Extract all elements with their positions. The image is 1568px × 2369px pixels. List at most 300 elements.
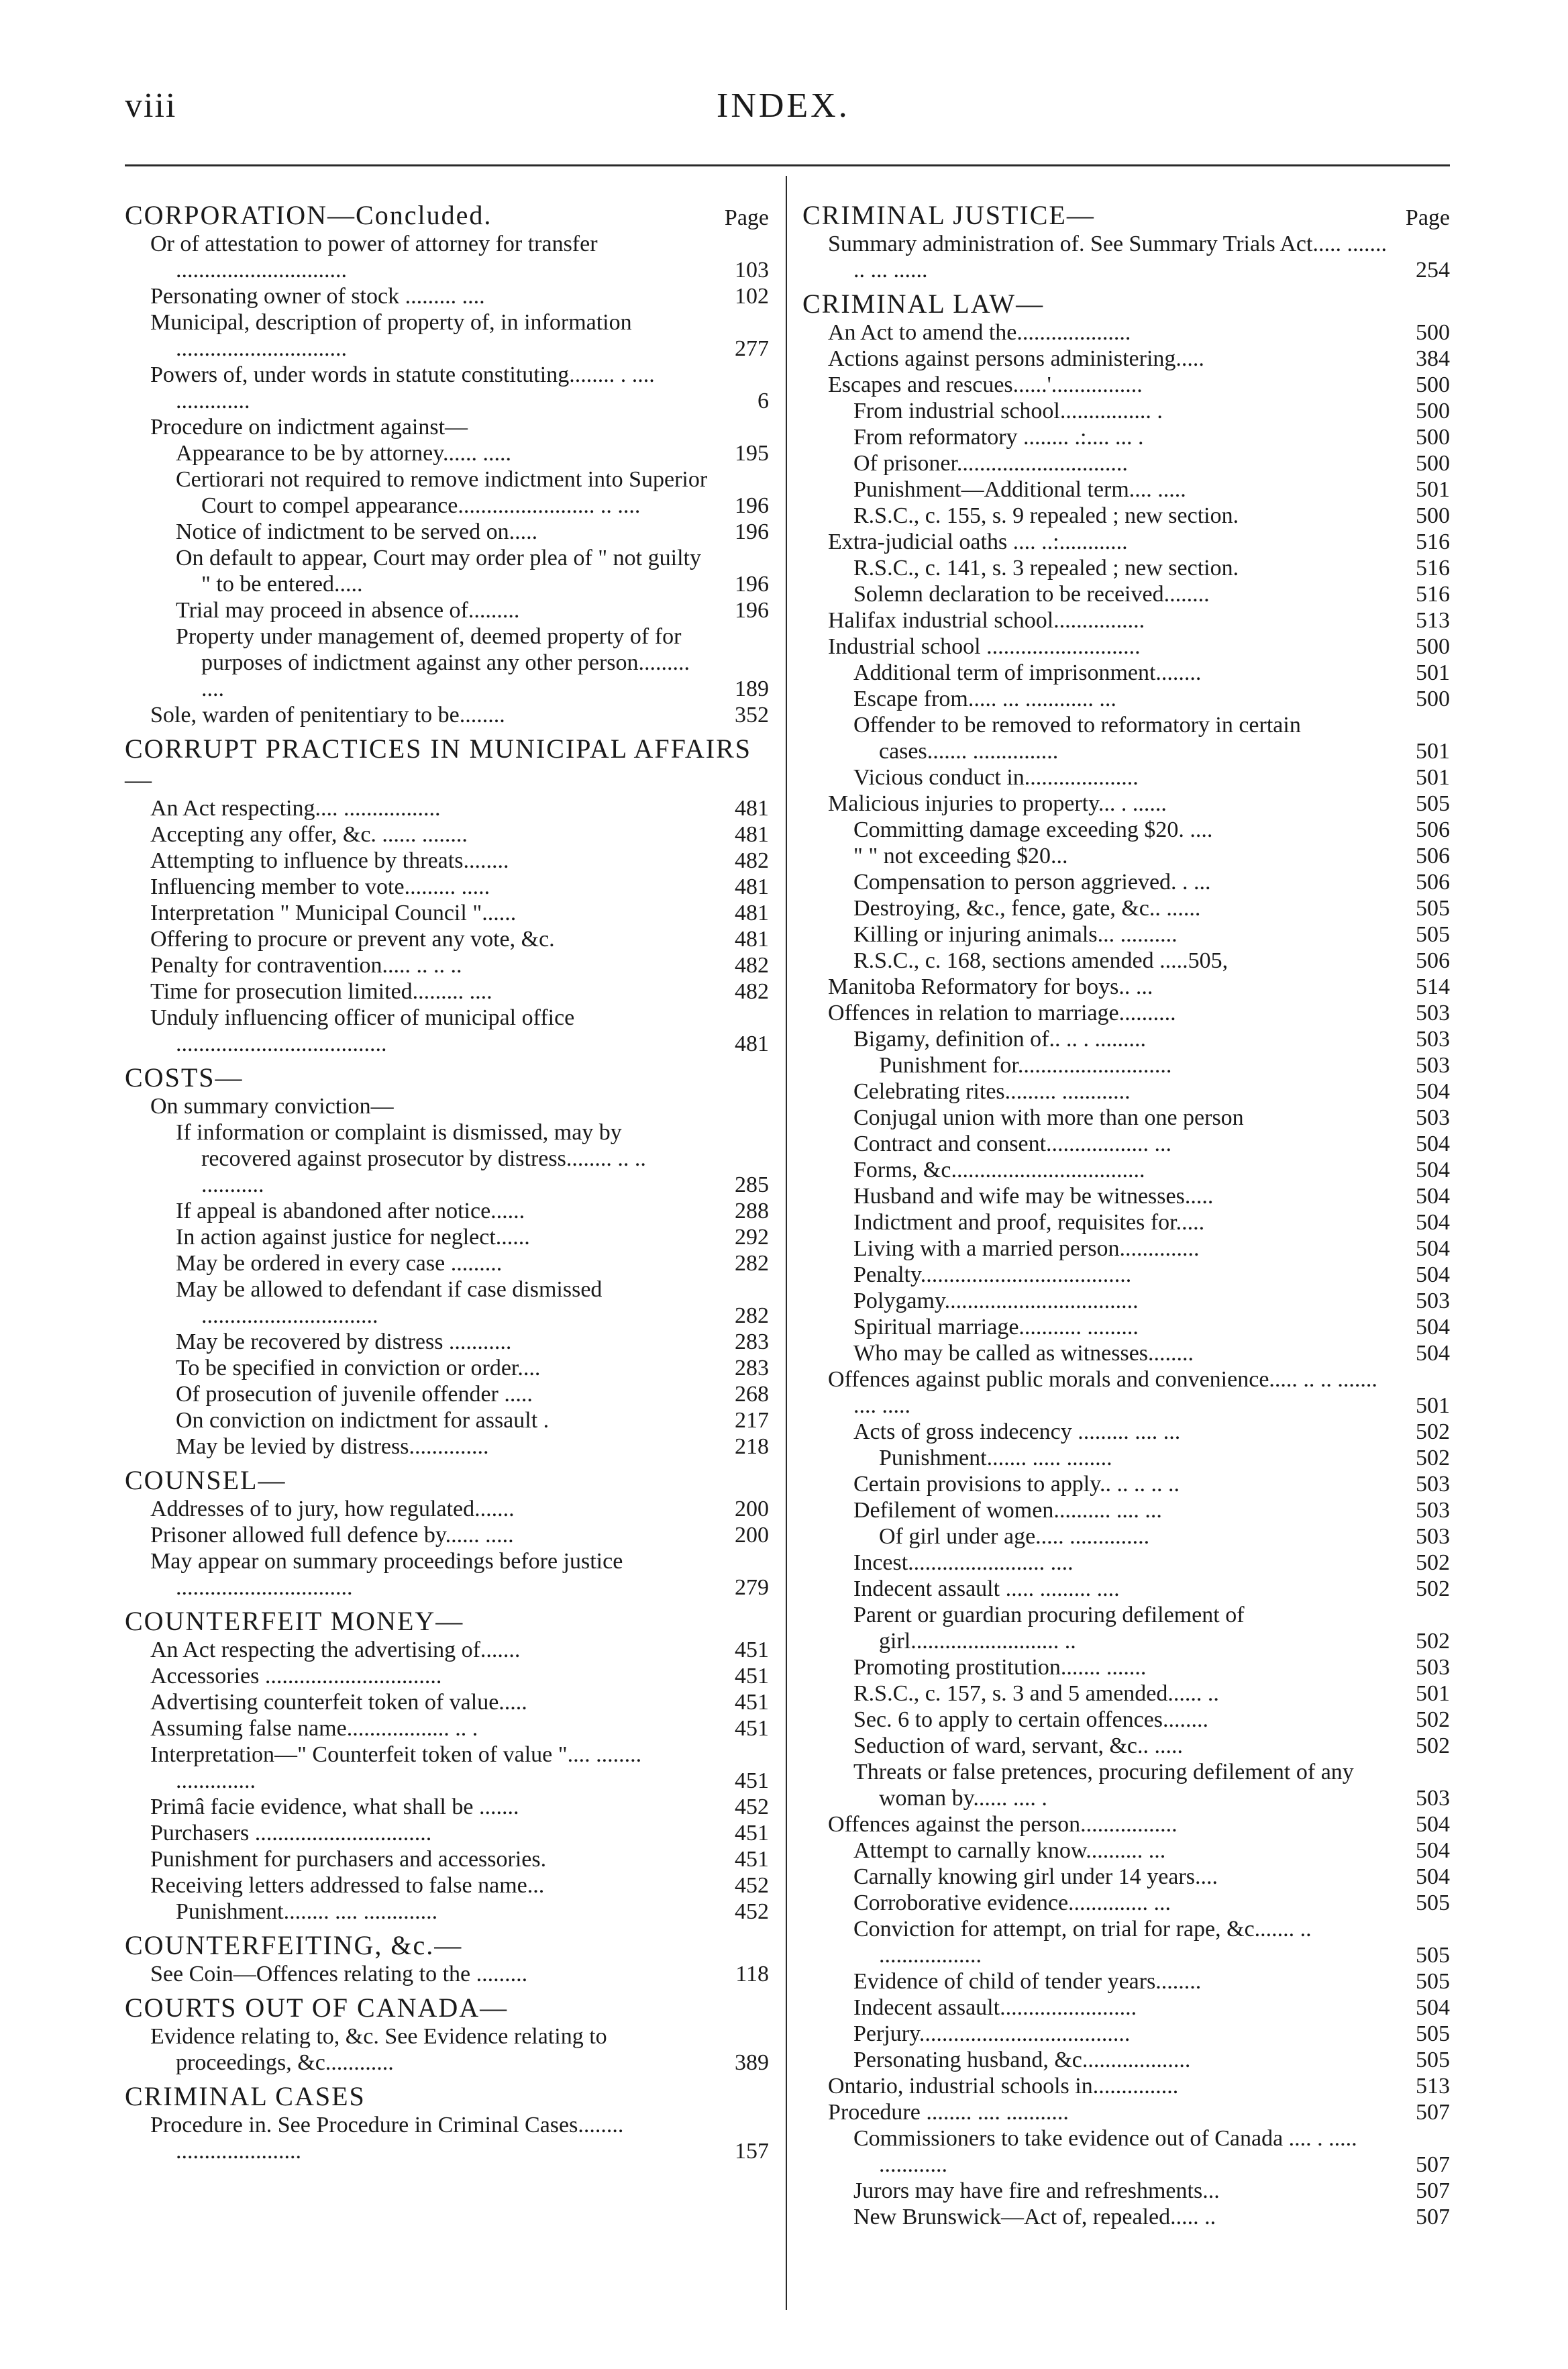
index-entry <box>802 1654 1450 1680</box>
entry-text: Seduction of ward, servant, &c.. ..... <box>853 1733 1183 1758</box>
index-entry <box>802 1366 1450 1419</box>
entry-text: Escape from..... ... ............ ... <box>853 687 1116 711</box>
index-entry <box>802 231 1450 283</box>
index-entry <box>802 1026 1450 1052</box>
index-entry <box>125 1846 769 1872</box>
entry-text: Notice of indictment to be served on..... <box>176 519 538 544</box>
entry-page-number: 516 <box>1416 530 1450 554</box>
entry-page-number: 502 <box>1416 1550 1450 1575</box>
index-entry <box>802 921 1450 948</box>
entry-text: To be specified in conviction or order.... <box>176 1356 541 1380</box>
index-entry <box>125 926 769 952</box>
entry-text: Or of attestation to power of attorney for transfer .............................. <box>150 232 598 283</box>
right-column <box>802 195 1450 2230</box>
entry-text: Offering to procure or prevent any vote, &c. <box>150 927 555 952</box>
index-heading <box>802 289 1450 319</box>
entry-text: Personating husband, &c................... <box>853 2048 1191 2072</box>
index-entry <box>125 1899 769 1925</box>
entry-page-number: 218 <box>735 1434 769 1459</box>
page-number: viii <box>125 87 177 125</box>
entry-page-number: 482 <box>735 953 769 978</box>
index-heading <box>125 2081 769 2112</box>
entry-text: Who may be called as witnesses........ <box>853 1341 1194 1366</box>
index-entry <box>125 1961 769 1987</box>
entry-text: Interpretation—" Counterfeit token of value ".... ........ .............. <box>150 1742 642 1793</box>
entry-text: Property under management of, deemed property of for purposes of indictment against any other person......... .... <box>176 624 690 701</box>
entry-page-number: 451 <box>735 1847 769 1872</box>
page-column-label: Page <box>1405 205 1450 230</box>
entry-text: May appear on summary proceedings before justice ............................... <box>150 1549 623 1600</box>
entry-text: Purchasers ............................... <box>150 1821 432 1846</box>
entry-page-number: 200 <box>735 1523 769 1548</box>
index-entry <box>125 795 769 821</box>
entry-page-number: 196 <box>735 519 769 544</box>
entry-page-number: 505 <box>1416 922 1450 947</box>
entry-text: Penalty for contravention..... .. .. .. <box>150 953 462 978</box>
entry-text: Corroborative evidence.............. ... <box>853 1891 1171 1915</box>
entry-text: R.S.C., c. 141, s. 3 repealed ; new section. <box>853 556 1239 581</box>
entry-text: Industrial school ........................... <box>828 634 1141 659</box>
index-entry <box>802 1680 1450 1707</box>
index-entry <box>802 1314 1450 1340</box>
entry-page-number: 503 <box>1416 1786 1450 1811</box>
heading-text: CRIMINAL JUSTICE— <box>802 200 1095 230</box>
entry-page-number: 481 <box>735 796 769 821</box>
index-entry <box>125 2112 769 2164</box>
index-entry <box>802 1968 1450 1995</box>
entry-page-number: 481 <box>735 874 769 899</box>
entry-page-number: 505 <box>1416 896 1450 921</box>
entry-text: Attempt to carnally know.......... ... <box>853 1838 1166 1863</box>
entry-text: Prisoner allowed full defence by...... ..... <box>150 1523 514 1548</box>
entry-text: Destroying, &c., fence, gate, &c.. ...... <box>853 896 1201 921</box>
entry-text: May be levied by distress.............. <box>176 1434 489 1459</box>
index-heading <box>125 1606 769 1637</box>
index-entry <box>125 1355 769 1381</box>
entry-page-number: 507 <box>1416 2178 1450 2203</box>
index-entry <box>802 712 1450 764</box>
entry-text: May be allowed to defendant if case dismissed ............................... <box>176 1277 603 1328</box>
entry-page-number: 501 <box>1416 739 1450 764</box>
index-entry <box>125 1433 769 1460</box>
index-entry <box>125 1637 769 1663</box>
entry-text: Acts of gross indecency ......... .... ... <box>853 1419 1181 1444</box>
entry-page-number: 118 <box>735 1962 769 1986</box>
index-entry <box>802 555 1450 581</box>
entry-text: Celebrating rites......... ............ <box>853 1079 1131 1104</box>
index-entry <box>125 1093 769 1119</box>
entry-text: Halifax industrial school................ <box>828 608 1145 633</box>
entry-page-number: 502 <box>1416 1629 1450 1654</box>
entry-page-number: 507 <box>1416 2205 1450 2229</box>
entry-text: From reformatory ........ .:.... ... . <box>853 425 1144 450</box>
heading-text: COUNTERFEIT MONEY— <box>125 1606 464 1636</box>
entry-page-number: 279 <box>735 1575 769 1600</box>
entry-page-number: 506 <box>1416 844 1450 868</box>
index-entry <box>125 1689 769 1715</box>
index-entry <box>802 869 1450 895</box>
index-entry <box>802 686 1450 712</box>
entry-text: Spiritual marriage........... ......... <box>853 1315 1139 1340</box>
index-entry <box>802 1733 1450 1759</box>
entry-text: From industrial school................ . <box>853 399 1163 423</box>
entry-page-number: 503 <box>1416 1498 1450 1523</box>
entry-page-number: 481 <box>735 1031 769 1056</box>
entry-page-number: 504 <box>1416 1131 1450 1156</box>
entry-text: Personating owner of stock ......... .... <box>150 284 485 309</box>
entry-text: Procedure ........ .... ........... <box>828 2100 1069 2125</box>
entry-page-number: 514 <box>1416 974 1450 999</box>
index-entry <box>125 362 769 414</box>
entry-page-number: 503 <box>1416 1472 1450 1497</box>
entry-page-number: 504 <box>1416 1184 1450 1209</box>
entry-page-number: 500 <box>1416 687 1450 711</box>
entry-page-number: 506 <box>1416 870 1450 895</box>
entry-text: Accessories ............................... <box>150 1664 442 1688</box>
left-column <box>125 195 769 2164</box>
index-entry <box>802 1837 1450 1864</box>
entry-page-number: 196 <box>735 493 769 518</box>
entry-text: Of prosecution of juvenile offender ..... <box>176 1382 533 1407</box>
index-entry <box>125 414 769 440</box>
entry-text: Offences in relation to marriage.......... <box>828 1001 1176 1025</box>
entry-text: On summary conviction— <box>150 1094 394 1119</box>
entry-text: New Brunswick—Act of, repealed..... .. <box>853 2205 1216 2229</box>
index-heading <box>125 734 769 795</box>
index-entry <box>802 1523 1450 1550</box>
index-entry <box>125 1522 769 1548</box>
entry-page-number: 500 <box>1416 320 1450 345</box>
entry-page-number: 502 <box>1416 1446 1450 1470</box>
column-divider <box>786 176 787 2310</box>
index-entry <box>125 1794 769 1820</box>
entry-text: Attempting to influence by threats........ <box>150 848 509 873</box>
entry-text: R.S.C., c. 155, s. 9 repealed ; new section. <box>853 503 1239 528</box>
index-entry <box>802 974 1450 1000</box>
entry-page-number: 500 <box>1416 451 1450 476</box>
entry-page-number: 196 <box>735 598 769 623</box>
index-entry <box>802 1262 1450 1288</box>
heading-text: COSTS— <box>125 1062 244 1093</box>
entry-page-number: 501 <box>1416 477 1450 502</box>
entry-page-number: 502 <box>1416 1419 1450 1444</box>
index-entry <box>802 2047 1450 2073</box>
index-heading <box>802 200 1450 231</box>
index-entry <box>802 398 1450 424</box>
entry-text: Advertising counterfeit token of value..... <box>150 1690 527 1715</box>
entry-page-number: 507 <box>1416 2152 1450 2177</box>
entry-page-number: 451 <box>735 1716 769 1741</box>
index-entry <box>125 623 769 702</box>
entry-page-number: 451 <box>735 1821 769 1846</box>
entry-text: Appearance to be by attorney...... ..... <box>176 441 512 466</box>
entry-text: Promoting prostitution....... ....... <box>853 1655 1147 1680</box>
index-entry <box>802 1157 1450 1183</box>
index-entry <box>125 1663 769 1689</box>
heading-text: CORRUPT PRACTICES IN MUNICIPAL AFFAIRS— <box>125 734 751 795</box>
index-entry <box>802 843 1450 869</box>
index-entry <box>802 660 1450 686</box>
heading-text: COURTS OUT OF CANADA— <box>125 1993 509 2023</box>
entry-page-number: 500 <box>1416 399 1450 423</box>
index-entry <box>802 2204 1450 2230</box>
entry-text: Certiorari not required to remove indictment into Superior Court to compel appearance........................ .. .... <box>176 467 708 518</box>
entry-page-number: 482 <box>735 848 769 873</box>
entry-text: Compensation to person aggrieved. . ... <box>853 870 1211 895</box>
index-entry <box>802 372 1450 398</box>
index-entry <box>125 1872 769 1899</box>
entry-text: Extra-judicial oaths .... ..:............ <box>828 530 1128 554</box>
entry-text: Unduly influencing officer of municipal office ..................................... <box>150 1005 575 1056</box>
entry-page-number: 254 <box>1416 258 1450 283</box>
index-entry <box>802 607 1450 634</box>
index-entry <box>802 2178 1450 2204</box>
index-heading <box>125 200 769 231</box>
entry-page-number: 506 <box>1416 948 1450 973</box>
index-entry <box>802 1864 1450 1890</box>
entry-page-number: 504 <box>1416 1079 1450 1104</box>
entry-page-number: 217 <box>735 1408 769 1433</box>
entry-page-number: 504 <box>1416 1838 1450 1863</box>
index-entry <box>125 283 769 309</box>
entry-page-number: 352 <box>735 703 769 727</box>
entry-page-number: 501 <box>1416 1681 1450 1706</box>
entry-text: May be ordered in every case ......... <box>176 1251 503 1276</box>
entry-page-number: 282 <box>735 1303 769 1328</box>
entry-text: Actions against persons administering..... <box>828 346 1204 371</box>
index-entry <box>125 1820 769 1846</box>
entry-page-number: 504 <box>1416 1315 1450 1340</box>
entry-text: Summary administration of. See Summary Trials Act..... ....... .. ... ...... <box>828 232 1387 283</box>
index-entry <box>125 1381 769 1407</box>
index-entry <box>802 1052 1450 1078</box>
entry-page-number: 384 <box>1416 346 1450 371</box>
entry-page-number: 505 <box>1416 2048 1450 2072</box>
index-heading <box>125 1993 769 2023</box>
index-entry <box>802 2125 1450 2178</box>
entry-text: Forms, &c.................................. <box>853 1158 1145 1182</box>
entry-text: Evidence relating to, &c. See Evidence relating to proceedings, &c............ <box>150 2024 607 2075</box>
entry-page-number: 505 <box>1416 791 1450 816</box>
entry-text: Contract and consent.................. ... <box>853 1131 1172 1156</box>
entry-page-number: 504 <box>1416 1262 1450 1287</box>
entry-text: Additional term of imprisonment........ <box>853 660 1202 685</box>
entry-page-number: 501 <box>1416 765 1450 790</box>
entry-page-number: 504 <box>1416 1210 1450 1235</box>
entry-page-number: 282 <box>735 1251 769 1276</box>
heading-text: CORPORATION—Concluded. <box>125 200 492 230</box>
entry-page-number: 505 <box>1416 1891 1450 1915</box>
entry-text: Polygamy.................................. <box>853 1289 1139 1313</box>
index-entry <box>802 1811 1450 1837</box>
entry-text: Manitoba Reformatory for boys.. ... <box>828 974 1153 999</box>
entry-page-number: 200 <box>735 1497 769 1521</box>
index-entry <box>125 952 769 978</box>
entry-text: Of prisoner.............................. <box>853 451 1128 476</box>
entry-text: Sec. 6 to apply to certain offences........ <box>853 1707 1209 1732</box>
index-entry <box>802 634 1450 660</box>
entry-page-number: 500 <box>1416 372 1450 397</box>
entry-page-number: 103 <box>735 258 769 283</box>
index-entry <box>802 1183 1450 1209</box>
index-entry <box>802 1576 1450 1602</box>
index-entry <box>125 900 769 926</box>
entry-page-number: 500 <box>1416 634 1450 659</box>
entry-page-number: 503 <box>1416 1027 1450 1052</box>
entry-text: If appeal is abandoned after notice...... <box>176 1199 525 1223</box>
entry-text: Indecent assault ..... ......... .... <box>853 1576 1120 1601</box>
index-entry <box>125 1496 769 1522</box>
entry-text: Solemn declaration to be received........ <box>853 582 1210 607</box>
entry-text: Conjugal union with more than one person <box>853 1105 1244 1130</box>
index-entry <box>802 476 1450 503</box>
index-entry <box>125 874 769 900</box>
entry-text: Influencing member to vote......... ..... <box>150 874 490 899</box>
heading-text: CRIMINAL CASES <box>125 2081 366 2111</box>
entry-page-number: 503 <box>1416 1001 1450 1025</box>
index-entry <box>802 948 1450 974</box>
entry-page-number: 503 <box>1416 1655 1450 1680</box>
index-entry <box>802 1131 1450 1157</box>
index-entry <box>125 1742 769 1794</box>
index-entry <box>802 1759 1450 1811</box>
entry-page-number: 503 <box>1416 1105 1450 1130</box>
entry-page-number: 482 <box>735 979 769 1004</box>
heading-text: CRIMINAL LAW— <box>802 289 1045 319</box>
entry-text: Of girl under age..... .............. <box>879 1524 1150 1549</box>
entry-page-number: 504 <box>1416 1341 1450 1366</box>
entry-text: Indictment and proof, requisites for..... <box>853 1210 1205 1235</box>
entry-page-number: 503 <box>1416 1289 1450 1313</box>
entry-text: On conviction on indictment for assault . <box>176 1408 550 1433</box>
index-entry <box>802 2073 1450 2099</box>
entry-page-number: 506 <box>1416 817 1450 842</box>
heading-text: COUNTERFEITING, &c.— <box>125 1930 463 1960</box>
index-entry <box>125 440 769 466</box>
entry-page-number: 513 <box>1416 608 1450 633</box>
entry-text: Interpretation " Municipal Council "...... <box>150 901 517 925</box>
entry-page-number: 285 <box>735 1172 769 1197</box>
entry-text: Ontario, industrial schools in............... <box>828 2074 1179 2099</box>
header-rule <box>125 164 1450 166</box>
entry-page-number: 6 <box>757 389 769 413</box>
entry-text: Trial may proceed in absence of......... <box>176 598 520 623</box>
entry-text: Assuming false name.................. .. . <box>150 1716 478 1741</box>
entry-text: Municipal, description of property of, in information .............................. <box>150 310 632 361</box>
entry-text: Commissioners to take evidence out of Canada .... . ..... ............ <box>853 2126 1357 2177</box>
entry-page-number: 277 <box>735 336 769 361</box>
entry-text: Offender to be removed to reformatory in certain cases....... ............... <box>853 713 1301 764</box>
entry-page-number: 451 <box>735 1768 769 1793</box>
entry-text: May be recovered by distress ........... <box>176 1329 512 1354</box>
entry-text: Parent or guardian procuring defilement of girl.......................... .. <box>853 1603 1245 1654</box>
entry-text: Conviction for attempt, on trial for rape, &c....... .. .................. <box>853 1917 1312 1968</box>
entry-page-number: 503 <box>1416 1053 1450 1078</box>
entry-text: Punishment for........................... <box>879 1053 1172 1078</box>
index-entry <box>802 450 1450 476</box>
entry-page-number: 292 <box>735 1225 769 1250</box>
entry-text: Procedure on indictment against— <box>150 415 468 440</box>
index-entry <box>802 895 1450 921</box>
entry-text: Procedure in. See Procedure in Criminal Cases........ ...................... <box>150 2113 624 2164</box>
entry-text: Punishment........ .... ............. <box>176 1899 438 1924</box>
index-entry <box>802 346 1450 372</box>
index-entry <box>802 424 1450 450</box>
page-title: INDEX. <box>717 87 850 125</box>
entry-page-number: 268 <box>735 1382 769 1407</box>
entry-page-number: 516 <box>1416 582 1450 607</box>
entry-text: Committing damage exceeding $20. .... <box>853 817 1213 842</box>
entry-page-number: 189 <box>735 676 769 701</box>
index-entry <box>802 1288 1450 1314</box>
index-entry <box>802 1236 1450 1262</box>
entry-text: Penalty..................................... <box>853 1262 1132 1287</box>
entry-page-number: 196 <box>735 572 769 597</box>
entry-text: Escapes and rescues......'................ <box>828 372 1143 397</box>
entry-page-number: 452 <box>735 1899 769 1924</box>
entry-page-number: 502 <box>1416 1576 1450 1601</box>
entry-page-number: 502 <box>1416 1733 1450 1758</box>
index-entry <box>125 1329 769 1355</box>
entry-page-number: 389 <box>735 2050 769 2075</box>
entry-page-number: 504 <box>1416 1158 1450 1182</box>
index-entry <box>802 1000 1450 1026</box>
entry-text: " " not exceeding $20... <box>853 844 1068 868</box>
index-entry <box>802 1550 1450 1576</box>
entry-text: On default to appear, Court may order plea of " not guilty " to be entered..... <box>176 546 701 597</box>
index-heading <box>125 1930 769 1961</box>
index-entry <box>802 503 1450 529</box>
entry-text: Sole, warden of penitentiary to be........ <box>150 703 505 727</box>
index-entry <box>802 1995 1450 2021</box>
index-entry <box>125 309 769 362</box>
index-entry <box>802 1445 1450 1471</box>
entry-text: Offences against the person................. <box>828 1812 1178 1837</box>
entry-page-number: 283 <box>735 1356 769 1380</box>
entry-page-number: 513 <box>1416 2074 1450 2099</box>
index-entry <box>125 1548 769 1601</box>
entry-text: Accepting any offer, &c. ...... ........ <box>150 822 468 847</box>
entry-page-number: 451 <box>735 1664 769 1688</box>
index-entry <box>802 764 1450 791</box>
entry-text: R.S.C., c. 168, sections amended .....505, <box>853 948 1229 973</box>
entry-page-number: 102 <box>735 284 769 309</box>
entry-page-number: 503 <box>1416 1524 1450 1549</box>
index-entry <box>802 1105 1450 1131</box>
index-heading <box>125 1465 769 1496</box>
entry-text: Punishment....... ..... ........ <box>879 1446 1112 1470</box>
entry-page-number: 500 <box>1416 503 1450 528</box>
entry-page-number: 451 <box>735 1637 769 1662</box>
entry-text: Indecent assault........................ <box>853 1995 1137 2020</box>
entry-text: An Act respecting the advertising of....... <box>150 1637 521 1662</box>
entry-text: Killing or injuring animals... .......... <box>853 922 1178 947</box>
entry-page-number: 502 <box>1416 1707 1450 1732</box>
entry-page-number: 500 <box>1416 425 1450 450</box>
entry-text: Receiving letters addressed to false name... <box>150 1873 545 1898</box>
entry-page-number: 481 <box>735 901 769 925</box>
entry-page-number: 505 <box>1416 1943 1450 1968</box>
index-entry <box>802 791 1450 817</box>
entry-text: Addresses of to jury, how regulated....... <box>150 1497 515 1521</box>
index-entry <box>802 581 1450 607</box>
index-entry <box>802 319 1450 346</box>
entry-text: Threats or false pretences, procuring defilement of any woman by...... .... . <box>853 1760 1354 1811</box>
index-entry <box>125 702 769 728</box>
entry-text: Malicious injuries to property... . ...... <box>828 791 1167 816</box>
entry-page-number: 505 <box>1416 1969 1450 1994</box>
entry-text: Evidence of child of tender years........ <box>853 1969 1202 1994</box>
